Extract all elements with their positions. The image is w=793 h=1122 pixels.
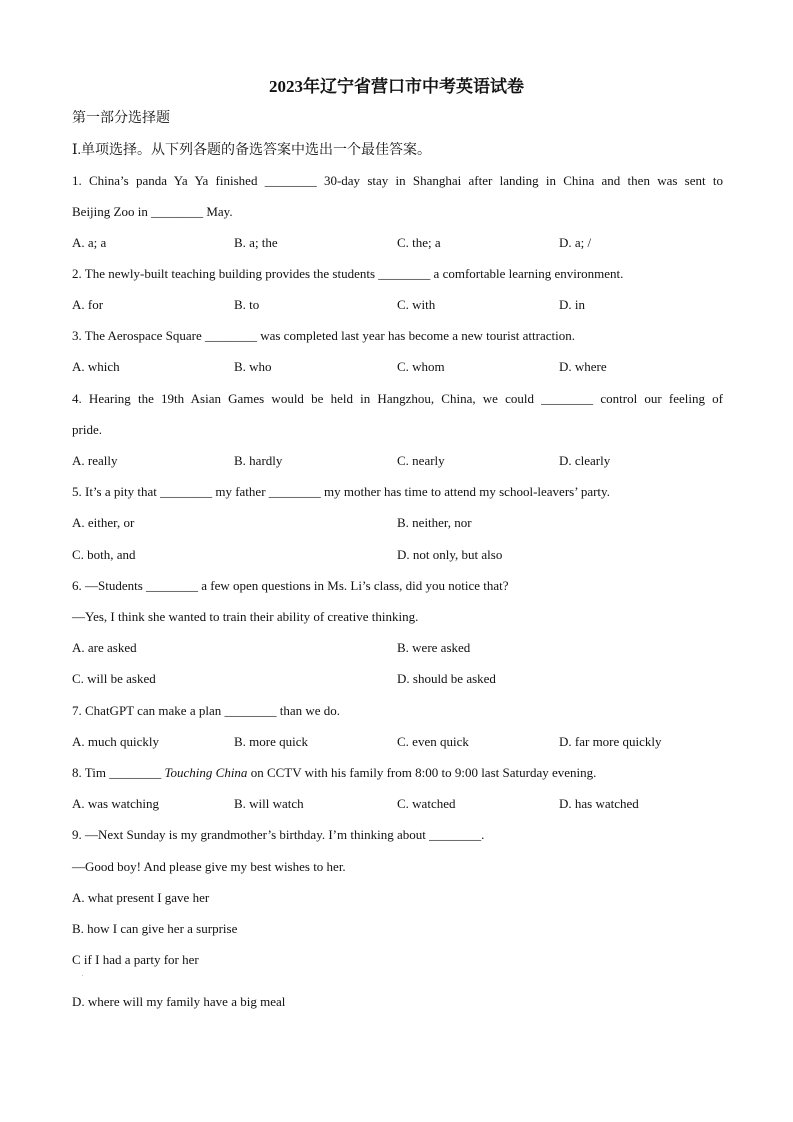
question-7-line-1: 7. ChatGPT can make a plan ________ than we do. <box>72 703 341 718</box>
question-3-option-b[interactable]: B. who <box>234 359 272 374</box>
question-7-option-a[interactable]: A. much quickly <box>72 734 160 749</box>
question-8-option-c[interactable]: C. watched <box>397 796 456 811</box>
question-1-line-2: Beijing Zoo in ________ May. <box>72 204 233 219</box>
question-1-option-d[interactable]: D. a; / <box>559 235 592 250</box>
question-7-option-b[interactable]: B. more quick <box>234 734 309 749</box>
question-7-option-d[interactable]: D. far more quickly <box>559 734 662 749</box>
question-9-line-2: —Good boy! And please give my best wishes to her. <box>72 859 346 874</box>
question-3-option-c[interactable]: C. whom <box>397 359 445 374</box>
question-6-option-d[interactable]: D. should be asked <box>397 671 496 686</box>
question-9-option-a[interactable]: A. what present I gave her <box>72 890 210 905</box>
question-8-program-title: Touching China <box>164 765 248 780</box>
question-8-stem-start: 8. Tim ________ <box>72 765 165 780</box>
question-7-option-c[interactable]: C. even quick <box>397 734 469 749</box>
part-label: 第一部分选择题 <box>72 111 170 126</box>
question-5-option-c[interactable]: C. both, and <box>72 547 136 562</box>
question-3-option-d[interactable]: D. where <box>559 359 607 374</box>
question-2-option-a[interactable]: A. for <box>72 297 104 312</box>
question-5-option-a[interactable]: A. either, or <box>72 515 135 530</box>
question-2-option-d[interactable]: D. in <box>559 297 585 312</box>
question-9-line-1: 9. —Next Sunday is my grandmother’s birthday. I’m thinking about ________. <box>72 827 485 842</box>
question-3-line-1: 3. The Aerospace Square ________ was completed last year has become a new tourist attraction. <box>72 328 575 343</box>
question-6-option-c[interactable]: C. will be asked <box>72 671 156 686</box>
question-4-option-b[interactable]: B. hardly <box>234 453 283 468</box>
question-6-line-1: 6. —Students ________ a few open questions in Ms. Li’s class, did you notice that? <box>72 578 509 593</box>
question-4-line-2: pride. <box>72 422 102 437</box>
question-8-option-d[interactable]: D. has watched <box>559 796 639 811</box>
question-2-option-c[interactable]: C. with <box>397 297 436 312</box>
question-9-option-b[interactable]: B. how I can give her a surprise <box>72 921 238 936</box>
question-5-option-b[interactable]: B. neither, nor <box>397 515 472 530</box>
question-6-line-2: —Yes, I think she wanted to train their ability of creative thinking. <box>72 609 419 624</box>
question-9-tiny-mark: . <box>82 972 84 978</box>
page-title: 2023年辽宁省营口市中考英语试卷 <box>269 77 524 96</box>
question-4-option-c[interactable]: C. nearly <box>397 453 445 468</box>
section-heading: Ⅰ.单项选择。从下列各题的备选答案中选出一个最佳答案。 <box>72 143 432 158</box>
question-9-option-d[interactable]: D. where will my family have a big meal <box>72 994 286 1009</box>
question-4-line-1: 4. Hearing the 19th Asian Games would be held in Hangzhou, China, we could ________ control our feeling of <box>72 391 723 406</box>
question-8-stem-end: on CCTV with his family from 8:00 to 9:00 last Saturday evening. <box>247 765 597 780</box>
question-8-option-a[interactable]: A. was watching <box>72 796 160 811</box>
question-2-line-1: 2. The newly-built teaching building provides the students ________ a comfortable learning environment. <box>72 266 624 281</box>
question-5-option-d[interactable]: D. not only, but also <box>397 547 503 562</box>
question-9-option-c[interactable]: C if I had a party for her <box>72 952 199 967</box>
question-6-option-b[interactable]: B. were asked <box>397 640 471 655</box>
question-4-option-d[interactable]: D. clearly <box>559 453 611 468</box>
question-4-option-a[interactable]: A. really <box>72 453 118 468</box>
question-8-option-b[interactable]: B. will watch <box>234 796 304 811</box>
question-1-option-b[interactable]: B. a; the <box>234 235 278 250</box>
question-8-line-1 <box>72 764 596 782</box>
question-2-option-b[interactable]: B. to <box>234 297 260 312</box>
question-3-option-a[interactable]: A. which <box>72 359 120 374</box>
question-1-option-c[interactable]: C. the; a <box>397 235 441 250</box>
question-6-option-a[interactable]: A. are asked <box>72 640 137 655</box>
question-1-option-a[interactable]: A. a; a <box>72 235 107 250</box>
question-5-line-1: 5. It’s a pity that ________ my father ________ my mother has time to attend my school-leavers’ party. <box>72 484 610 499</box>
question-1-line-1: 1. China’s panda Ya Ya finished ________ 30-day stay in Shanghai after landing in China and then was sent to <box>72 173 723 188</box>
